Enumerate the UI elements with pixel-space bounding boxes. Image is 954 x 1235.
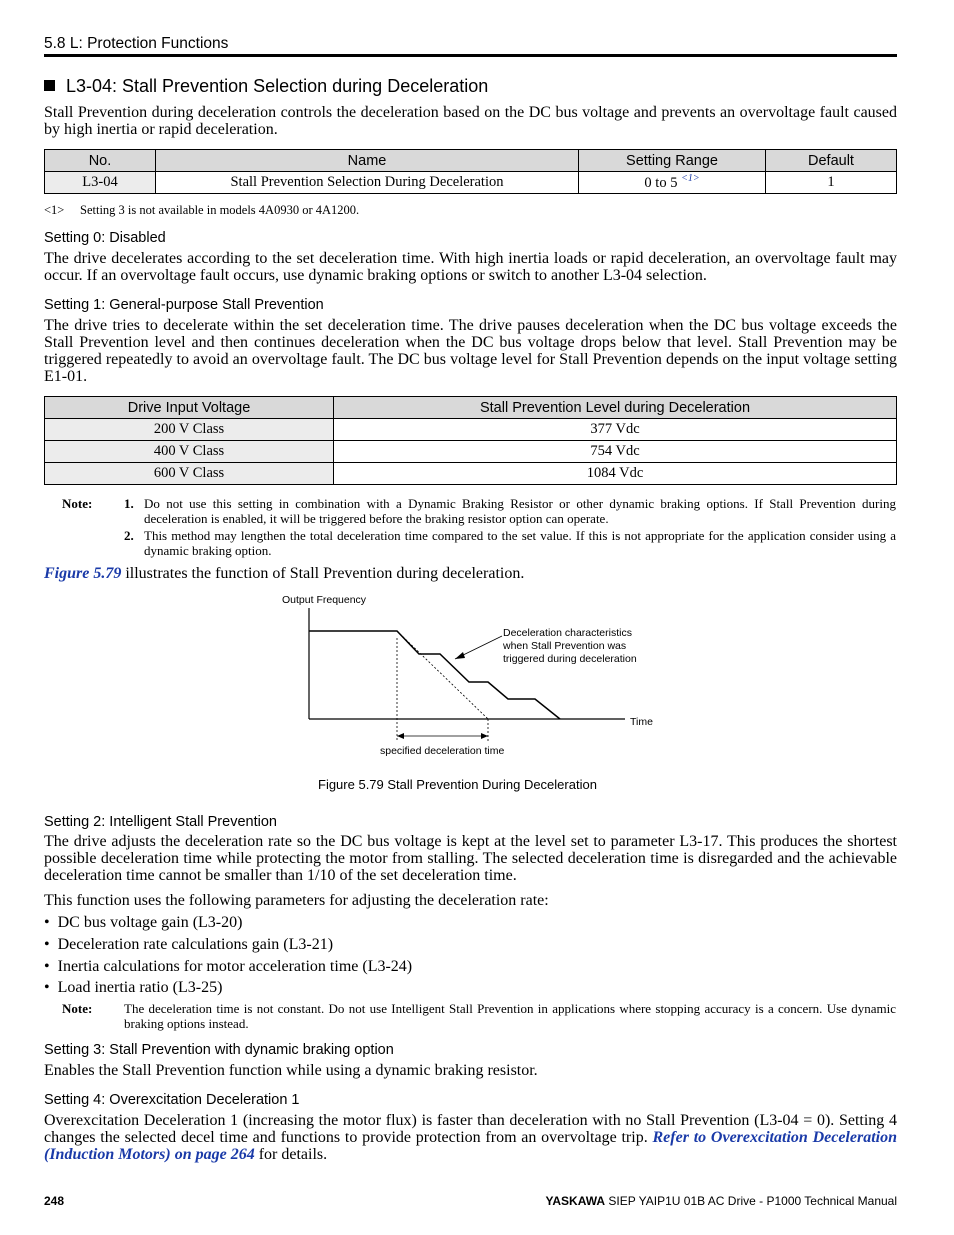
stall-level: 377 Vdc (334, 419, 897, 441)
col-header-no: No. (45, 150, 156, 172)
footer-manual-title: SIEP YAIP1U 01B AC Drive - P1000 Technical Manual (605, 1194, 897, 1208)
note-item-text: Do not use this setting in combination with a Dynamic Braking Resistor or other dynamic braking options. If Stall Prevention during deceleration is enabled, it will be triggered before the braking resistor option can operate. (144, 496, 896, 526)
footnote-text: Setting 3 is not available in models 4A0930 or 4A1200. (80, 203, 360, 217)
arrow-left-icon (397, 733, 404, 739)
col-header-voltage: Drive Input Voltage (45, 397, 334, 419)
list-item: • Load inertia ratio (L3-25) (44, 979, 223, 996)
intro-paragraph: Stall Prevention during deceleration controls the deceleration based on the DC bus voltage and prevents an overvoltage fault caused by high inertia or rapid deceleration. (44, 104, 897, 138)
setting4-text-b: for details. (254, 1146, 328, 1163)
section-title-text: L3-04: Stall Prevention Selection during Deceleration (66, 76, 489, 96)
param-name: Stall Prevention Selection During Deceleration (156, 172, 579, 194)
parameter-table (44, 149, 897, 194)
note-text: The deceleration time is not constant. Do not use Intelligent Stall Prevention in applications where stopping accuracy is a concern. Use dynamic braking options instead. (124, 1001, 896, 1031)
param-no: L3-04 (45, 172, 156, 194)
running-head: 5.8 L: Protection Functions (44, 35, 229, 52)
col-header-range: Setting Range (579, 150, 766, 172)
list-item: • Deceleration rate calculations gain (L3-21) (44, 936, 334, 953)
setting2-text: The drive adjusts the deceleration rate so the DC bus voltage is kept at the level set to parameter L3-17. This produces the shortest possible deceleration time while protecting the motor from stalling. The selected deceleration time is disregarded and the achievable deceleration time cannot be smaller than 1/10 of the set deceleration time. (44, 833, 897, 884)
col-header-name: Name (156, 150, 579, 172)
arrow-icon (455, 652, 465, 659)
param-default: 1 (766, 172, 897, 194)
list-item: • Inertia calculations for motor acceleration time (L3-24) (44, 958, 413, 975)
figure-reference-text: illustrates the function of Stall Prevention during deceleration. (121, 565, 525, 582)
param-range (579, 172, 766, 194)
note-label: Note: (62, 1001, 93, 1016)
table-row (45, 463, 897, 485)
figure-reference (44, 565, 524, 583)
annotation-line: Deceleration characteristics (503, 627, 632, 639)
annotation-line: triggered during deceleration (503, 653, 637, 665)
footer-manual (545, 1194, 897, 1208)
y-axis-label: Output Frequency (282, 594, 367, 606)
note-item-text: This method may lengthen the total deceleration time compared to the set value. If this is not appropriate for the application consider using a dynamic braking option. (144, 528, 896, 558)
stall-prevention-figure (270, 588, 690, 768)
setting4-title: Setting 4: Overexcitation Deceleration 1 (44, 1092, 300, 1108)
setting0-title: Setting 0: Disabled (44, 230, 166, 246)
setting0-text: The drive decelerates according to the set deceleration time. With high inertia loads or rapid deceleration, an overvoltage fault may occur. If an overvoltage fault occurs, use dynamic braking options or switch to another L3-04 selection. (44, 250, 897, 284)
setting3-text: Enables the Stall Prevention function while using a dynamic braking resistor. (44, 1062, 538, 1079)
voltage-class: 400 V Class (45, 441, 334, 463)
footnote-link[interactable]: <1> (681, 173, 700, 185)
square-bullet-icon (44, 80, 55, 91)
figure-link[interactable]: Figure 5.79 (44, 565, 122, 582)
section-title (44, 76, 488, 97)
note-item-number: 1. (124, 496, 134, 511)
table-row (45, 441, 897, 463)
stall-level: 754 Vdc (334, 441, 897, 463)
page-reference-link[interactable]: Refer to Overexcitation Deceleration (Induction Motors) on page 264 (44, 1129, 897, 1163)
annotation-line: when Stall Prevention was (503, 640, 627, 652)
table-row (45, 419, 897, 441)
list-item-text: Deceleration rate calculations gain (L3-21) (57, 936, 334, 953)
setting2-text-2: This function uses the following parameters for adjusting the deceleration rate: (44, 892, 549, 909)
arrow-right-icon (481, 733, 488, 739)
list-item-text: DC bus voltage gain (L3-20) (57, 914, 243, 931)
setting2-title: Setting 2: Intelligent Stall Prevention (44, 814, 277, 830)
voltage-class: 600 V Class (45, 463, 334, 485)
setting1-text: The drive tries to decelerate within the set deceleration time. The drive pauses deceleration when the DC bus voltage exceeds the Stall Prevention level and then continues deceleration when the DC bus voltage drops below that level. Stall Prevention may be triggered repeatedly to avoid an overvoltage fault. The DC bus voltage level for Stall Prevention depends on the input voltage setting E1-01. (44, 317, 897, 385)
note-item-number: 2. (124, 528, 134, 543)
setting3-title: Setting 3: Stall Prevention with dynamic braking option (44, 1042, 394, 1058)
header-rule (44, 54, 897, 57)
col-header-default: Default (766, 150, 897, 172)
setting4-text (44, 1112, 897, 1163)
figure-caption: Figure 5.79 Stall Prevention During Deceleration (318, 777, 597, 792)
footer-brand: YASKAWA (545, 1194, 606, 1208)
setting1-title: Setting 1: General-purpose Stall Prevention (44, 297, 324, 313)
note-label: Note: (62, 496, 93, 511)
voltage-class: 200 V Class (45, 419, 334, 441)
list-item: • DC bus voltage gain (L3-20) (44, 914, 243, 931)
voltage-table (44, 396, 897, 485)
stall-level: 1084 Vdc (334, 463, 897, 485)
bracket-label: specified deceleration time (380, 745, 505, 757)
list-item-text: Inertia calculations for motor acceleration time (L3-24) (57, 958, 413, 975)
list-item-text: Load inertia ratio (L3-25) (57, 979, 223, 996)
table-row (45, 172, 897, 194)
x-axis-label: Time (630, 716, 653, 728)
page-number: 248 (44, 1194, 65, 1208)
footnote-marker: <1> (44, 203, 65, 217)
range-value: 0 to 5 (644, 174, 678, 191)
col-header-level: Stall Prevention Level during Deceleration (334, 397, 897, 419)
setting4-text-a: Overexcitation Deceleration 1 (increasing the motor flux) is faster than deceleration with no Stall Prevention (L3-04 = 0). Setting 4 changes the selected decel time and functions to provide protection from an overvoltage trip. (44, 1112, 897, 1146)
